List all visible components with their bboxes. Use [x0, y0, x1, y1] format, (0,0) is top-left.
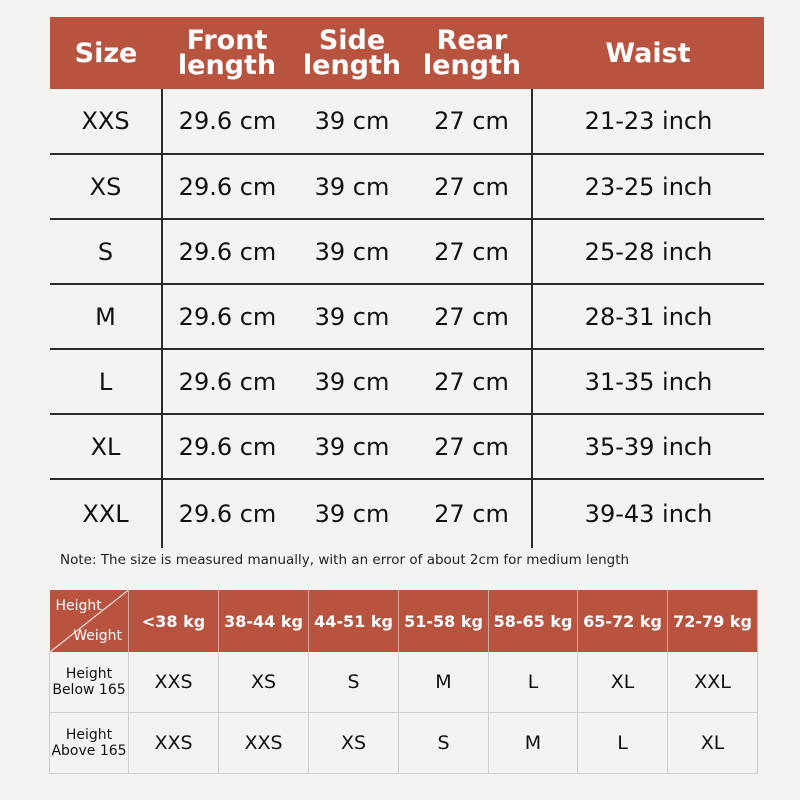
table-row [50, 414, 764, 479]
size-cell: S [309, 652, 399, 713]
rear-length-cell: 27 cm [412, 89, 532, 154]
front-length-cell: 29.6 cm [162, 89, 292, 154]
rear-length-cell: 27 cm [412, 284, 532, 349]
front-length-cell: 29.6 cm [162, 284, 292, 349]
table-row [50, 219, 764, 284]
side-length-cell: 39 cm [292, 219, 412, 284]
table-row [50, 652, 758, 713]
side-length-cell: 39 cm [292, 414, 412, 479]
front-length-cell: 29.6 cm [162, 219, 292, 284]
size-cell: XXS [129, 713, 219, 774]
table-row [50, 349, 764, 414]
size-cell: M [399, 652, 489, 713]
size-cell: XS [219, 652, 309, 713]
side-length-cell: 39 cm [292, 284, 412, 349]
header-rear-length: Rear length [412, 17, 532, 89]
size-cell: S [50, 219, 162, 284]
weight-range-header: 51-58 kg [399, 590, 489, 652]
weight-range-header: 72-79 kg [668, 590, 758, 652]
weight-range-header: 58-65 kg [489, 590, 578, 652]
height-row-label: Height Below 165 [50, 652, 129, 713]
size-cell: XL [50, 414, 162, 479]
table-row [50, 284, 764, 349]
measurement-note: Note: The size is measured manually, with an error of about 2cm for medium length [60, 552, 630, 568]
header-side-length: Side length [292, 17, 412, 89]
size-cell: XL [578, 652, 668, 713]
rear-length-cell: 27 cm [412, 219, 532, 284]
size-cell: XS [309, 713, 399, 774]
rear-length-cell: 27 cm [412, 349, 532, 414]
header-waist: Waist [532, 17, 764, 89]
size-cell: XL [668, 713, 758, 774]
weight-range-header: <38 kg [129, 590, 219, 652]
rear-length-cell: 27 cm [412, 414, 532, 479]
side-length-cell: 39 cm [292, 349, 412, 414]
front-length-cell: 29.6 cm [162, 349, 292, 414]
table-row [50, 89, 764, 154]
waist-cell: 31-35 inch [532, 349, 764, 414]
size-cell: XXL [50, 479, 162, 548]
size-chart-header-row [50, 17, 764, 89]
waist-cell: 39-43 inch [584, 500, 713, 528]
waist-cell: 23-25 inch [532, 154, 764, 219]
corner-weight-label: Weight [73, 628, 122, 644]
size-cell: M [489, 713, 578, 774]
waist-cell: 25-28 inch [532, 219, 764, 284]
weight-range-header: 65-72 kg [578, 590, 668, 652]
side-length-cell: 39 cm [292, 89, 412, 154]
size-cell: L [489, 652, 578, 713]
side-length-cell: 39 cm [292, 154, 412, 219]
height-weight-table [49, 590, 758, 774]
size-chart-table [50, 17, 764, 548]
size-cell: XXL [668, 652, 758, 713]
front-length-cell: 29.6 cm [178, 500, 277, 528]
size-cell: XS [50, 154, 162, 219]
rear-length-cell: 27 cm [412, 479, 532, 548]
size-cell: S [399, 713, 489, 774]
size-cell: L [50, 349, 162, 414]
weight-range-header: 44-51 kg [309, 590, 399, 652]
front-length-cell: 29.6 cm [162, 154, 292, 219]
waist-cell: 35-39 inch [532, 414, 764, 479]
table-row [50, 154, 764, 219]
side-length-cell: 39 cm [314, 500, 390, 528]
height-weight-corner-cell [50, 590, 129, 652]
size-cell: M [50, 284, 162, 349]
weight-range-header: 38-44 kg [219, 590, 309, 652]
waist-cell: 21-23 inch [532, 89, 764, 154]
front-length-cell: 29.6 cm [162, 414, 292, 479]
header-size: Size [50, 17, 162, 89]
rear-length-cell: 27 cm [412, 154, 532, 219]
waist-cell: 28-31 inch [532, 284, 764, 349]
weight-header-row [50, 590, 758, 652]
header-front-length: Front length [162, 17, 292, 89]
size-cell: XXS [129, 652, 219, 713]
size-cell: XXS [219, 713, 309, 774]
corner-height-label: Height [55, 598, 102, 614]
size-cell: L [578, 713, 668, 774]
height-row-label: Height Above 165 [50, 713, 129, 774]
table-row [50, 713, 758, 774]
table-row [50, 479, 764, 548]
size-cell: XXS [50, 89, 162, 154]
